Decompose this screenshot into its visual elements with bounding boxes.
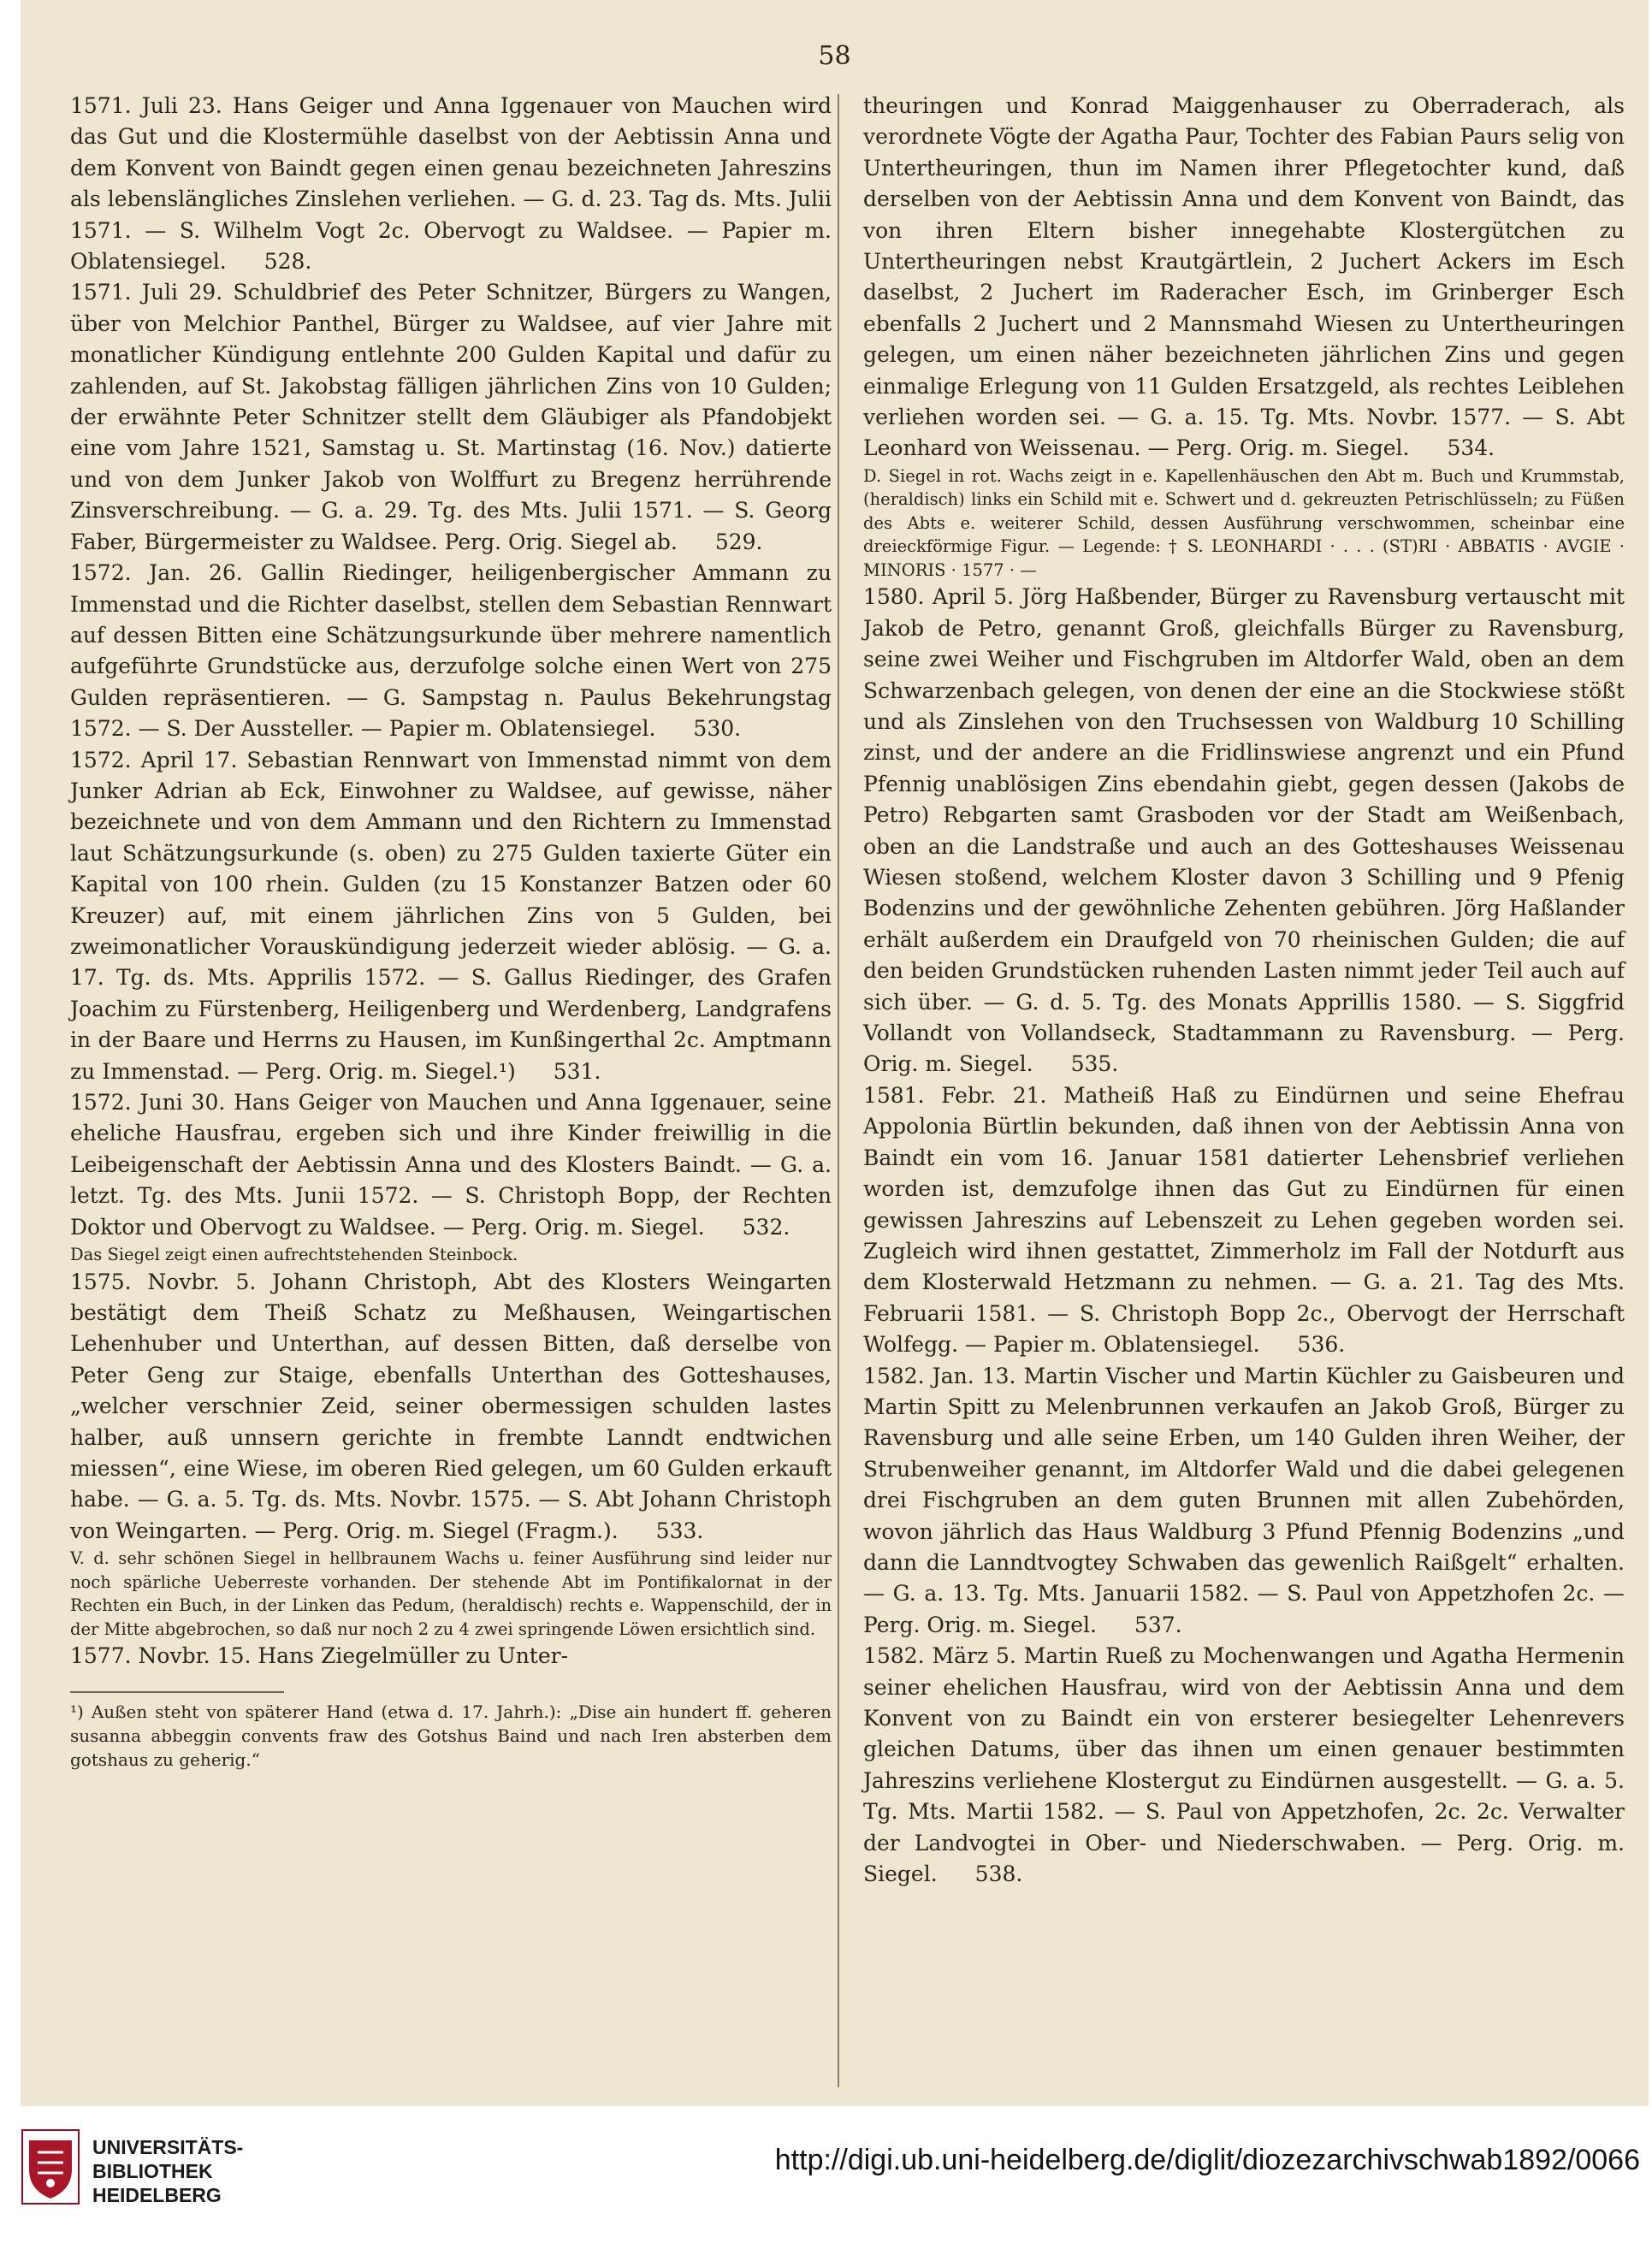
regest-entry	[863, 91, 1625, 465]
entry-number: 537.	[1134, 1612, 1182, 1637]
library-name-line-1: UNIVERSITÄTS-	[92, 2136, 244, 2158]
regest-entry	[70, 1267, 832, 1548]
regest-entry	[863, 1361, 1625, 1642]
library-name-line-2: BIBLIOTHEK	[92, 2160, 213, 2182]
left-column-entries	[70, 91, 832, 1672]
library-name	[92, 2135, 243, 2207]
entry-number: 538.	[974, 1861, 1023, 1887]
entry-text: 1575. Novbr. 5. Johann Christoph, Abt des Klosters Weingarten bestätigt dem Theiß Schatz zu Meßhausen, Weingartischen Lehenhuber und Unterthan, auf dessen Bitten, daß derselbe von Peter Geng zur Staige, ebenfalls Unterthan des Gotteshauses, „welcher verschnier Zeid, seiner obermessigen schulden lastes halber, auß unnsern gerichte in frembte Lanndt endtwichen miessen“, eine Wiese, im oberen Ried gelegen, um 60 Gulden erkauft habe. — G. a. 5. Tg. ds. Mts. Novbr. 1575. — S. Abt Johann Christoph von Weingarten. — Perg. Orig. m. Siegel (Fragm.).	[70, 1269, 832, 1543]
entry-number: 528.	[263, 249, 312, 275]
regest-entry	[70, 91, 832, 277]
entry-text: 1580. April 5. Jörg Haßbender, Bürger zu Ravensburg vertauscht mit Jakob de Petro, genannt Groß, gleichfalls Bürger zu Ravensburg, seine zwei Weiher und Fischgruben im Altdorfer Wald, oben an dem Schwarzenbach gelegen, von denen der eine an die Stockwiese stößt und als Zinslehen von den Truchsessen von Waldburg 10 Schilling zinst, und der andere an die Fridlinswiese angrenzt und ein Pfund Pfennig unablösigen Zins ebendahin giebt, gegen dessen (Jakobs de Petro) Rebgarten samt Grasboden vor der Stadt am Weißenbach, oben an die Landstraße und auch an des Gotteshauses Weissenau Wiesen stoßend, welchem Kloster davon 3 Schilling und 9 Pfenig Bodenzins und der gewöhnliche Zehenten gebühren. Jörg Haßlander erhält außerdem ein Draufgeld von 70 rheinischen Gulden; die auf den beiden Grundstücken ruhenden Lasten nimmt jeder Teil auch auf sich über. — G. d. 5. Tg. des Monats Apprillis 1580. — S. Siggfrid Vollandt von Vollandseck, Stadtammann zu Ravensburg. — Perg. Orig. m. Siegel.	[863, 584, 1625, 1077]
entry-text: 1581. Febr. 21. Matheiß Haß zu Eindürnen und seine Ehefrau Appolonia Bürtlin bekunden, daß ihnen von der Aebtissin Anna von Baindt ein vom 16. Januar 1581 datierter Lehensbrief verliehen worden ist, demzufolge ihnen das Gut zu Eindürnen für einen gewissen Jahreszins auf Lebenszeit zu Lehen gegeben worden sei. Zugleich wird ihnen gestattet, Zimmerholz im Fall der Notdurft aus dem Klosterwald Hetzmann zu nehmen. — G. a. 21. Tag des Mts. Februarii 1581. — S. Christoph Bopp 2c., Obervogt der Herrschaft Wolfegg. — Papier m. Oblatensiegel.	[863, 1082, 1625, 1358]
entry-text: 1571. Juli 23. Hans Geiger und Anna Iggenauer von Mauchen wird das Gut und die Klostermühle daselbst von der Aebtissin Anna und dem Konvent von Baindt gegen einen genau bezeichneten Jahreszins als lebenslängliches Zinslehen verliehen. — G. d. 23. Tag ds. Mts. Julii 1571. — S. Wilhelm Vogt 2c. Obervogt zu Waldsee. — Papier m. Oblatensiegel.	[70, 93, 832, 275]
seal-note	[70, 1243, 832, 1267]
entry-text: 1571. Juli 29. Schuldbrief des Peter Schnitzer, Bürgers zu Wangen, über von Melchior Panthel, Bürger zu Waldsee, auf vier Jahre mit monatlicher Kündigung entlehnte 200 Gulden Kapital und dafür zu zahlenden, auf St. Jakobstag fälligen jährlichen Zins von 10 Gulden; der erwähnte Peter Schnitzer stellt dem Gläubiger als Pfandobjekt eine vom Jahre 1521, Samstag u. St. Martinstag (16. Nov.) datierte und von dem Junker Jakob von Wolffurt zu Bregenz herrührende Zinsverschreibung. — G. a. 29. Tg. des Mts. Julii 1571. — S. Georg Faber, Bürgermeister zu Waldsee. Perg. Orig. Siegel ab.	[70, 280, 832, 554]
entry-text: 1577. Novbr. 15. Hans Ziegelmüller zu Unter-	[70, 1643, 569, 1669]
right-column-entries	[863, 91, 1625, 1890]
regest-entry	[863, 1080, 1625, 1361]
entry-number: 536.	[1297, 1332, 1346, 1358]
regest-entry	[863, 1641, 1625, 1890]
regest-entry	[70, 1087, 832, 1243]
footnote-rule	[70, 1691, 284, 1693]
entry-number: 529.	[714, 529, 763, 554]
right-column	[863, 91, 1625, 1890]
entry-text: 1572. April 17. Sebastian Rennwart von Immenstad nimmt von dem Junker Adrian ab Eck, Einwohner zu Waldsee, auf gewisse, näher bezeichnete und von dem Ammann und den Richtern zu Immenstad laut Schätzungsurkunde (s. oben) zu 275 Gulden taxierte Güter ein Kapital von 100 rhein. Gulden (zu 15 Konstanzer Batzen oder 60 Kreuzer) auf, mit einem jährlichen Zins von 5 Gulden, bei zweimonatlicher Vorauskündigung jederzeit wieder ablösig. — G. a. 17. Tg. ds. Mts. Apprilis 1572. — S. Gallus Riedinger, des Grafen Joachim zu Fürstenberg, Heiligenberg und Werdenberg, Landgrafens in der Baare und Herrns zu Hausen, im Kunßingerthal 2c. Amptmann zu Immenstad. — Perg. Orig. m. Siegel.¹)	[70, 747, 832, 1084]
regest-entry	[70, 1641, 832, 1672]
entry-text: Das Siegel zeigt einen aufrechtstehenden Steinbock.	[70, 1245, 518, 1265]
regest-entry	[863, 582, 1625, 1080]
entry-text: D. Siegel in rot. Wachs zeigt in e. Kapellenhäuschen den Abt m. Buch und Krummstab, (heraldisch) links ein Schild mit e. Schwert und d. gekreuzten Petrischlüsseln; zu Füßen des Abts e. weiterer Schild, dessen Ausführung verschwommen, scheinbar eine dreieckförmige Figur. — Legende: † S. LEONHARDI · . . . (ST)RI · ABBATIS · AVGIE · MINORIS · 1577 · —	[863, 465, 1625, 580]
page-number: 58	[818, 41, 851, 71]
left-column	[70, 91, 832, 1772]
entry-text: 1582. Jan. 13. Martin Vischer und Martin Küchler zu Gaisbeuren und Martin Spitt zu Melenbrunnen verkaufen an Jakob Groß, Bürger zu Ravensburg und alle seine Erben, um 140 Gulden ihren Weiher, der Strubenweiher genannt, im Altdorfer Wald und die dabei gelegenen drei Fischgruben an dem guten Brunnen mit allen Zubehörden, wovon jährlich das Haus Waldburg 3 Pfund Pfennig Bodenzins „und dann die Lanndtvogtey Schwaben das gewenlich Raißgelt“ erhalten. — G. a. 13. Tg. Mts. Januarii 1582. — S. Paul von Appetzhofen 2c. — Perg. Orig. m. Siegel.	[863, 1363, 1625, 1637]
entry-number: 530.	[693, 716, 742, 742]
source-url-link[interactable]: http://digi.ub.uni-heidelberg.de/diglit/diozezarchivschwab1892/0066	[774, 2144, 1640, 2176]
regest-entry	[70, 277, 832, 558]
scanned-page	[21, 0, 1649, 2106]
entry-number: 535.	[1070, 1051, 1119, 1077]
library-logo-icon	[21, 2128, 80, 2205]
entry-text: 1572. Jan. 26. Gallin Riedinger, heiligenbergischer Ammann zu Immenstad und die Richter daselbst, stellen dem Sebastian Rennwart auf dessen Bitten eine Schätzungsurkunde über mehrere namentlich aufgeführte Grundstücke aus, derzufolge solche einen Wert von 275 Gulden repräsentieren. — G. Sampstag n. Paulus Bekehrungstag 1572. — S. Der Aussteller. — Papier m. Oblatensiegel.	[70, 560, 832, 742]
entry-number: 532.	[742, 1214, 790, 1240]
column-divider	[838, 94, 839, 2087]
seal-note	[863, 465, 1625, 583]
regest-entry	[70, 558, 832, 744]
entry-text: V. d. sehr schönen Siegel in hellbraunem Wachs u. feiner Ausführung sind leider nur noch spärliche Ueberreste vorhanden. Der stehende Abt im Pontifikalornat in der Rechten ein Buch, in der Linken das Pedum, (heraldisch) rechts e. Wappenschild, der in der Mitte abgebrochen, so daß nur noch 2 zu 4 zwei springende Löwen ersichtlich sind.	[70, 1548, 832, 1639]
entry-number: 531.	[553, 1058, 601, 1084]
entry-text: 1582. März 5. Martin Rueß zu Mochenwangen und Agatha Hermenin seiner ehelichen Hausfrau, wird von der Aebtissin Anna und dem Konvent von zu Baindt ein von ersterer besiegelter Lehenrevers gleichen Datums, über das ihnen um einen genauer bestimmten Jahreszins verliehene Klostergut zu Eindürnen ausgestellt. — G. a. 5. Tg. Mts. Martii 1582. — S. Paul von Appetzhofen, 2c. 2c. Verwalter der Landvogtei in Ober- und Niederschwaben. — Perg. Orig. m. Siegel.	[863, 1643, 1625, 1887]
library-name-line-3: HEIDELBERG	[92, 2184, 222, 2206]
seal-note	[70, 1547, 832, 1641]
entry-text: 1572. Juni 30. Hans Geiger von Mauchen und Anna Iggenauer, seine eheliche Hausfrau, ergeben sich und ihre Kinder freiwillig in die Leibeigenschaft der Aebtissin Anna und des Klosters Baindt. — G. a. letzt. Tg. des Mts. Junii 1572. — S. Christoph Bopp, der Rechten Doktor und Obervogt zu Waldsee. — Perg. Orig. m. Siegel.	[70, 1090, 832, 1240]
regest-entry	[70, 745, 832, 1087]
viewer-footer	[0, 2106, 1652, 2255]
entry-number: 534.	[1447, 435, 1495, 461]
entry-text: theuringen und Konrad Maiggenhauser zu Oberraderach, als verordnete Vögte der Agatha Paur, Tochter des Fabian Paurs selig von Untertheuringen, thun im Namen ihrer Pflegetochter kund, daß derselben von der Aebtissin Anna und dem Konvent von Baindt, das von ihren Eltern bisher innegehabte Klostergütchen zu Untertheuringen nebst Krautgärtlein, 2 Juchert Ackers im Esch daselbst, 2 Juchert im Raderacher Esch, im Grinberger Esch ebenfalls 2 Juchert und 2 Mannsmahd Wiesen zu Untertheuringen gelegen, um einen näher bezeichneten jährlichen Zins und gegen einmalige Erlegung von 11 Gulden Ersatzgeld, als rechtes Leiblehen verliehen worden sei. — G. a. 15. Tg. Mts. Novbr. 1577. — S. Abt Leonhard von Weissenau. — Perg. Orig. m. Siegel.	[863, 93, 1625, 461]
entry-number: 533.	[655, 1518, 704, 1543]
footnote: ¹) Außen steht von späterer Hand (etwa d. 17. Jahrh.): „Dise ain hundert ff. geheren susanna abbeggin convents fraw des Gotshus Baind und nach Iren absterben dem gotshaus zu geherig.“	[70, 1701, 832, 1770]
